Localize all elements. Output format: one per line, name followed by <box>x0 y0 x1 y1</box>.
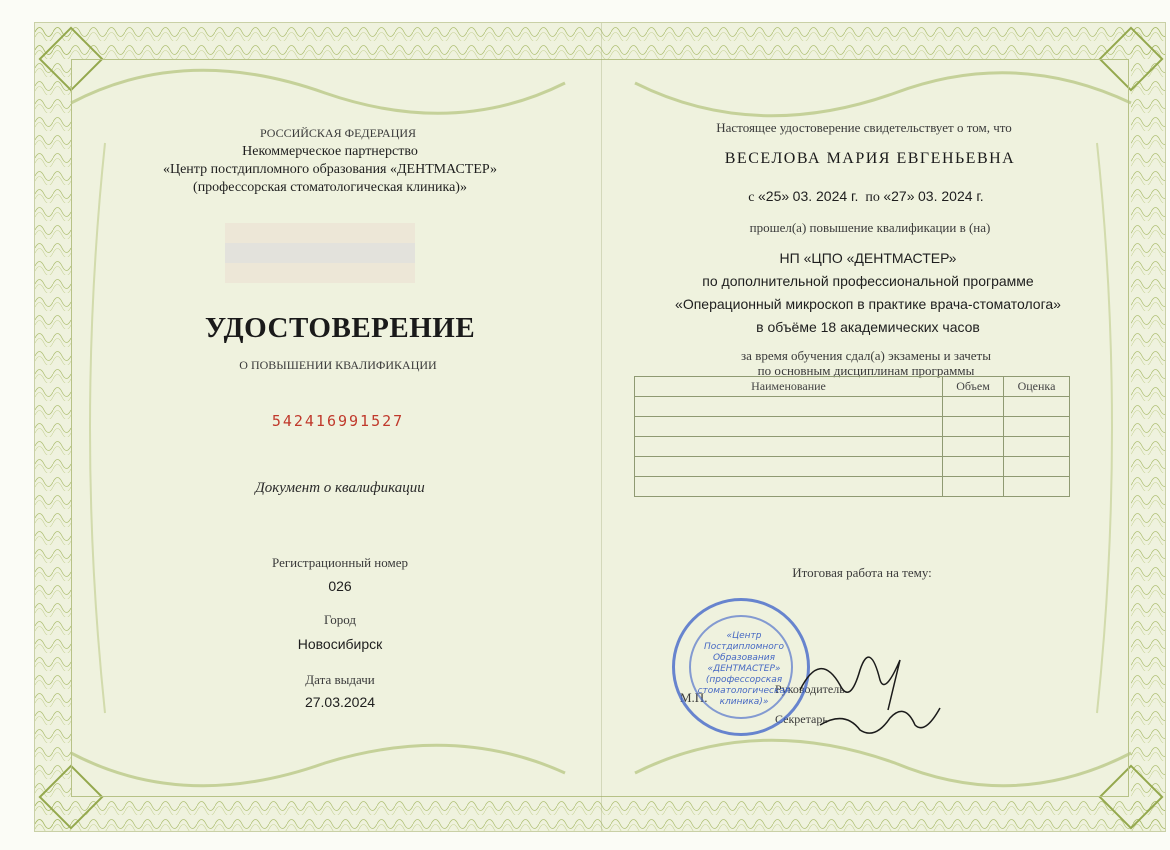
stamp-text-line: стоматологическая <box>697 686 791 696</box>
stamp-text-line: Постдипломного <box>703 642 785 652</box>
issue-date-label: Дата выдачи <box>305 672 375 687</box>
study-period <box>748 188 983 206</box>
secretary-label: Секретарь <box>775 712 828 726</box>
document-subtitle: О ПОВЫШЕНИИ КВАЛИФИКАЦИИ <box>239 358 437 372</box>
final-work-label: Итоговая работа на тему: <box>792 565 932 580</box>
seal-label: М.П. <box>680 690 708 705</box>
period-from-rest: 03. 2024 г. <box>792 188 859 204</box>
org-line-1: Некоммерческое партнерство <box>242 144 418 159</box>
org-line-2: «Центр постдипломного образования «ДЕНТМАСТЕР» <box>162 162 498 177</box>
grades-header-row <box>635 377 1070 397</box>
header-volume: Объем <box>943 377 1004 397</box>
passed-text: прошел(а) повышение квалификации в (на) <box>749 220 991 235</box>
center-fold <box>601 23 602 832</box>
header-name: Наименование <box>635 377 943 397</box>
table-row <box>635 477 1070 497</box>
grades-table <box>634 376 1070 497</box>
header-grade: Оценка <box>1004 377 1070 397</box>
document-kind: Документ о квалификации <box>255 480 425 496</box>
program-line-3: в объёме 18 академических часов <box>756 319 980 335</box>
serial-number: 542416991527 <box>271 412 405 430</box>
signatures <box>790 630 950 750</box>
issue-date-value: 27.03.2024 <box>304 694 376 710</box>
table-row <box>635 397 1070 417</box>
stamp-text-line: клиника)» <box>719 697 769 707</box>
period-to-prefix: по <box>865 190 880 205</box>
country-label: РОССИЙСКАЯ ФЕДЕРАЦИЯ <box>259 126 417 140</box>
stamp-text-line: «ДЕНТМАСТЕР» <box>707 664 781 674</box>
city-value: Новосибирск <box>297 636 383 652</box>
stamp-text-line: «Центр <box>726 631 762 641</box>
document-title: УДОСТОВЕРЕНИЕ <box>204 312 476 344</box>
period-from-prefix: с <box>748 190 755 205</box>
secretary-signature <box>820 708 940 733</box>
registration-number: 026 <box>328 578 352 594</box>
exams-line-1: за время обучения сдал(а) экзамены и зачеты <box>741 348 991 363</box>
director-signature <box>800 657 900 710</box>
table-row <box>635 417 1070 437</box>
holder-name: ВЕСЕЛОВА МАРИЯ ЕВГЕНЬЕВНА <box>724 150 1016 167</box>
city-label: Город <box>323 612 357 627</box>
stamp-text-line: Образования <box>712 653 776 663</box>
table-row <box>635 457 1070 477</box>
program-line-1: по дополнительной профессиональной программе <box>702 273 1034 289</box>
program-line-2: «Операционный микроскоп в практике врача-стоматолога» <box>675 296 1061 312</box>
registration-label: Регистрационный номер <box>272 555 408 570</box>
period-to-rest: 03. 2024 г. <box>918 188 984 204</box>
table-row <box>635 437 1070 457</box>
director-label: Руководитель <box>775 682 845 696</box>
period-to-day: «27» <box>883 188 915 204</box>
period-from-day: «25» <box>758 188 790 204</box>
exams-line-2: по основным дисциплинам программы <box>757 363 975 378</box>
org-line-3: (профессорская стоматологическая клиника)» <box>193 180 467 195</box>
organization-short: НП «ЦПО «ДЕНТМАСТЕР» <box>779 250 957 266</box>
stamp-text-line: (профессорская <box>705 675 783 685</box>
intro-text: Настоящее удостоверение свидетельствует о том, что <box>716 120 1012 135</box>
